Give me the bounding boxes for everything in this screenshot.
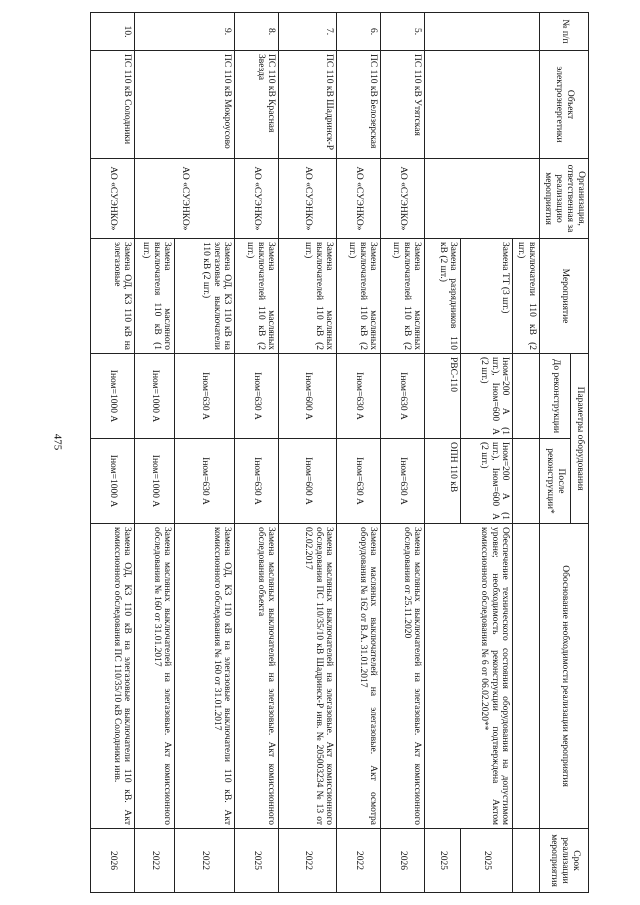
cell-object <box>425 51 540 159</box>
cell-justification: Обеспечение технического состояния оборудования на допустимом уровне; необходимость реконструкции подтверждена Актом комиссионного обследования № 6 от 06.02.2020** <box>425 524 513 829</box>
cell-measure: Замена разрядников 110 кВ (2 шт.) <box>425 239 461 354</box>
cell-justification: Замена масляных выключателей на элегазовые. Акт комиссионного обследования ПС 110/35/10 кВ Шадринск-Р инв. № 205003234 № 13 от 02.02.2017 <box>279 524 337 829</box>
cell-justification: Замена ОД, КЗ 110 кВ на элегазовые выключатели 110 кВ. Акт комиссионного обследования № 160 от 31.01.2017 <box>175 524 235 829</box>
cell-term: 2026 <box>91 829 135 893</box>
cell-org: АО «СУЭНКО» <box>381 159 425 239</box>
cell-before: РВС-110 <box>425 354 461 439</box>
cell-term: 2022 <box>337 829 381 893</box>
cell-after: Iном=630 А <box>381 439 425 524</box>
cell-before: Iном=630 А <box>381 354 425 439</box>
page-number: 475 <box>51 433 64 451</box>
cell-term: 2022 <box>135 829 175 893</box>
cell-org: АО «СУЭНКО» <box>279 159 337 239</box>
header-org: Организация, ответственная за реализацию мероприятия <box>540 159 589 239</box>
cell-measure: Замена масляных выключателей 110 кВ (2 шт.) <box>381 239 425 354</box>
cell-measure: Замена ТТ (3 шт.) <box>461 239 513 354</box>
table-row <box>337 13 381 893</box>
header-after: После реконструкции* <box>540 439 571 524</box>
cell-justification: Замена масляных выключателей на элегазовые. Акт комиссионного обследования от 25.11.2020 <box>381 524 425 829</box>
cell-measure: Замена масляных выключателей 110 кВ (2 шт.) <box>337 239 381 354</box>
cell-term: 2025 <box>235 829 279 893</box>
cell-before: Iном=630 А <box>337 354 381 439</box>
cell-before: Iном=630 А <box>235 354 279 439</box>
cell-after <box>513 439 540 524</box>
header-object: Объект электроэнергетики <box>540 51 589 159</box>
cell-after: Iном=1000 А <box>91 439 135 524</box>
table-row <box>279 13 337 893</box>
table-row <box>381 13 425 893</box>
cell-org: АО «СУЭНКО» <box>91 159 135 239</box>
cell-measure: выключатели 110 кВ (2 шт.) <box>513 239 540 354</box>
cell-term: 2026 <box>381 829 425 893</box>
cell-org <box>425 159 540 239</box>
cell-term: 2022 <box>175 829 235 893</box>
cell-org: АО «СУЭНКО» <box>135 159 235 239</box>
cell-num <box>425 13 540 51</box>
cell-before: Iном=630 А <box>175 354 235 439</box>
cell-term <box>513 829 540 893</box>
cell-justification: Замена масляных выключателей на элегазовые. Акт комиссионного обследования объекта <box>235 524 279 829</box>
cell-before: Iном=200 А (1 шт.), Iном=600 А (2 шт.) <box>461 354 513 439</box>
cell-justification <box>513 524 540 829</box>
cell-measure: Замена ОД, КЗ 110 кВ на элегазовые выключатели 110 кВ (2 шт.) <box>175 239 235 354</box>
cell-justification: Замена ОД, КЗ 110 кВ на элегазовые выключатели 110 кВ. Акт комиссионного обследования ПС 110/35/10 кВ Солодники инв. <box>91 524 135 829</box>
header-before: До реконструкции <box>540 354 571 439</box>
rotated-table-page <box>49 12 589 892</box>
cell-num: 5. <box>381 13 425 51</box>
cell-before: Iном=1000 А <box>91 354 135 439</box>
cell-term: 2022 <box>279 829 337 893</box>
cell-measure: Замена масляных выключателей 110 кВ (2 шт.) <box>235 239 279 354</box>
cell-measure: Замена ОД, КЗ 110 кВ на элегазовые <box>91 239 135 354</box>
cell-term: 2025 <box>461 829 513 893</box>
cell-num: 10. <box>91 13 135 51</box>
table-row <box>175 13 235 893</box>
table-row <box>235 13 279 893</box>
cell-object: ПС 110 кВ Белозерская <box>337 51 381 159</box>
cell-num: 6. <box>337 13 381 51</box>
cell-num: 9. <box>135 13 235 51</box>
cell-after: Iном=630 А <box>175 439 235 524</box>
header-measure: Мероприятие <box>540 239 589 354</box>
cell-object: ПС 110 кВ Утятская <box>381 51 425 159</box>
cell-object: ПС 110 кВ Шадринск-Р <box>279 51 337 159</box>
cell-num: 8. <box>235 13 279 51</box>
cell-after: Iном=630 А <box>337 439 381 524</box>
header-justification: Обоснование необходимости реализации мероприятия <box>540 524 589 829</box>
measures-table <box>90 12 589 893</box>
cell-after: Iном=630 А <box>235 439 279 524</box>
header-term: Срок реализации мероприятия <box>540 829 589 893</box>
cell-after: Iном=200 А (1 шт.), Iном=600 А (2 шт.) <box>461 439 513 524</box>
cell-after: ОПН 110 кВ <box>425 439 461 524</box>
table-row <box>91 13 135 893</box>
cell-measure: Замена масляных выключателей 110 кВ (2 шт.) <box>279 239 337 354</box>
cell-num: 7. <box>279 13 337 51</box>
cell-justification: Замена масляных выключателей на элегазовые. Акт комиссионного обследования № 160 от 31.01.2017 <box>135 524 175 829</box>
cell-org: АО «СУЭНКО» <box>235 159 279 239</box>
cell-object: ПС 110 кВ Красная Звезда <box>235 51 279 159</box>
cell-object: ПС 110 кВ Мокроусово <box>135 51 235 159</box>
cell-justification: Замена масляных выключателей на элегазовые. Акт осмотра оборудования № 162 от В.А. 31.01.2017 <box>337 524 381 829</box>
header-num: № п/п <box>540 13 589 51</box>
cell-after: Iном=1000 А <box>135 439 175 524</box>
table-row <box>513 13 540 893</box>
cell-object: ПС 110 кВ Солодники <box>91 51 135 159</box>
header-params: Параметры оборудования <box>570 354 588 524</box>
cell-after: Iном=600 А <box>279 439 337 524</box>
cell-measure: Замена масляного выключателя 110 кВ (1 шт.) <box>135 239 175 354</box>
cell-before: Iном=600 А <box>279 354 337 439</box>
cell-org: АО «СУЭНКО» <box>337 159 381 239</box>
cell-before: Iном=1000 А <box>135 354 175 439</box>
header-row <box>570 13 588 893</box>
cell-term: 2025 <box>425 829 461 893</box>
cell-before <box>513 354 540 439</box>
